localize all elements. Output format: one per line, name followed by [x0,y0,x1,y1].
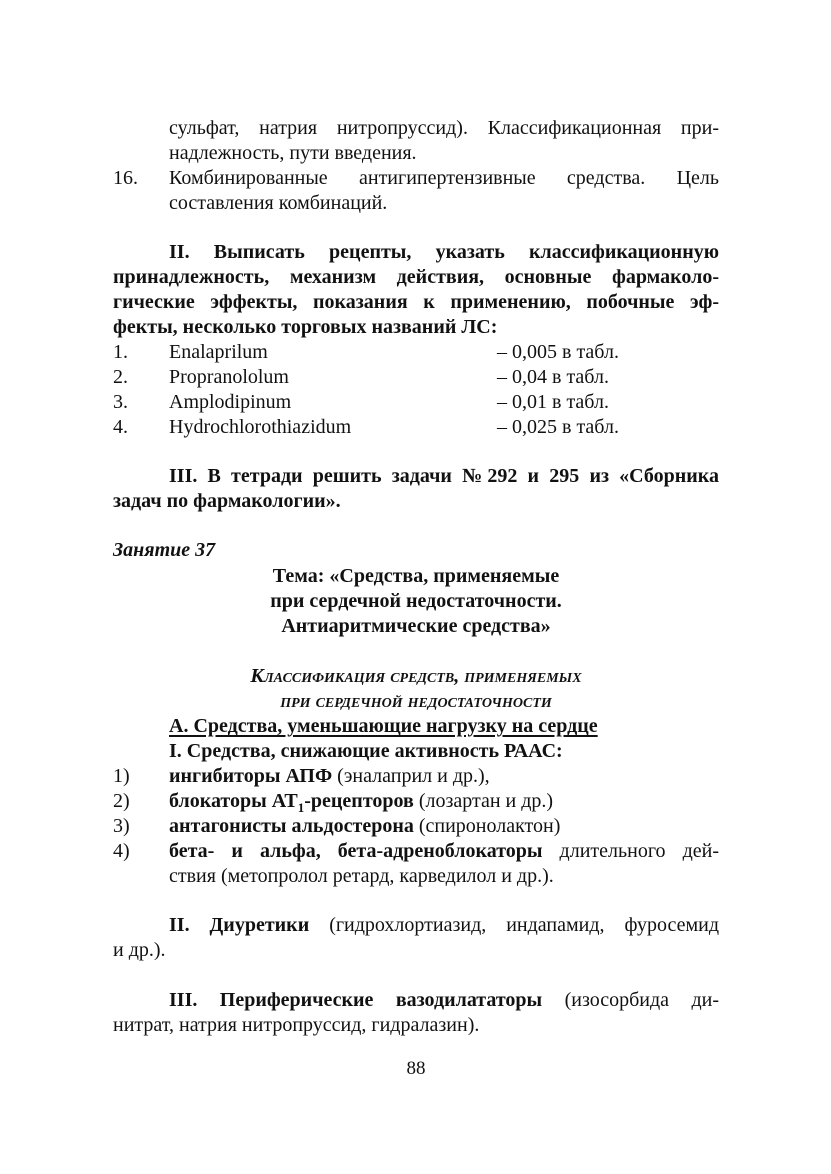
list-item-continuation: ствия (метопролол ретард, карведилол и др.). [169,865,554,887]
prescription-dose: – 0,04 в табл. [497,366,609,388]
item16-line2: составления комбинаций. [169,192,388,214]
item-examples: (спиронолактон) [413,815,561,837]
item-term: бета- и альфа, бета-адреноблокаторы [169,840,543,862]
topic-line2: при сердечной недостаточности. [270,590,562,612]
prescription-number: 2. [113,366,128,388]
item15-continuation-line2: надлежность, пути введения. [169,142,417,164]
item-term: антагонисты альдостерона [169,815,414,837]
prescription-dose: – 0,025 в табл. [497,416,619,438]
item-term [169,790,414,815]
section2-line4: фекты, несколько торговых названий ЛС: [113,316,498,338]
group1-title: I. Средства, снижающие активность РААС: [169,740,563,762]
prescription-name: Amplodipinum [169,391,292,413]
section2-line2: принадлежность, механизм действия, основные фармаколо- [113,266,719,288]
item-examples: (лозартан и др.) [413,790,554,812]
item-examples: (эналаприл и др.), [332,765,490,787]
subsection-a-title: А. Средства, уменьшающие нагрузку на сердце [169,715,598,737]
prescription-name: Hydrochlorothiazidum [169,416,352,438]
prescription-name: Propranololum [169,366,289,388]
section2-line1: II. Выписать рецепты, указать классификационную [169,241,719,263]
section3-line2: задач по фармакологии». [113,490,341,512]
item-number: 4) [113,840,130,862]
group3-examples: (изосорбида ди- [542,989,719,1011]
group3-title: III. Периферические вазодилататоры [169,989,543,1011]
section3-line1: III. В тетради решить задачи №292 и 295 из «Сборника [169,465,719,487]
group2-title: II. Диуретики [169,914,310,936]
list-item [169,814,560,839]
item-term-part: -рецепторов [304,790,414,812]
prescription-number: 3. [113,391,128,413]
topic-line1: Тема: «Средства, применяемые [272,565,560,587]
group2-examples: (гидрохлортиазид, индапамид, фуросемид [309,914,719,936]
classification-heading-line1: Классификация средств, применяемых [250,665,582,687]
group3-line2: нитрат, натрия нитропруссид, гидралазин). [113,1014,480,1036]
group3-line1 [169,988,719,1013]
group2-line1 [169,913,719,938]
list-item [169,764,490,789]
group2-line2: и др.). [113,939,166,961]
item15-continuation-line1: сульфат, натрия нитропруссид). Классификационная при- [169,117,719,139]
item-term-part: блокаторы АТ [169,790,298,812]
item-term: ингибиторы АПФ [169,765,333,787]
topic-line3: Антиаритмические средства» [281,615,551,637]
prescription-dose: – 0,01 в табл. [497,391,609,413]
item-number: 3) [113,815,130,837]
item-number: 1) [113,765,130,787]
prescription-name: Enalaprilum [169,341,268,363]
item-examples: длительного дей- [542,840,719,862]
item16-number: 16. [113,167,138,189]
section2-line3: гические эффекты, показания к применению, побочные эф- [113,291,719,313]
classification-heading-line2: при сердечной недостаточности [280,690,552,712]
list-item [169,839,719,864]
prescription-dose: – 0,005 в табл. [497,341,619,363]
item-term-subscript: 1 [297,800,305,815]
prescription-number: 1. [113,341,128,363]
page-number: 88 [406,1058,426,1079]
prescription-number: 4. [113,416,128,438]
item16-line1: Комбинированные антигипертензивные средства. Цель [169,167,719,189]
lesson-label: Занятие 37 [113,539,216,561]
list-item [169,789,553,814]
item-number: 2) [113,790,130,812]
